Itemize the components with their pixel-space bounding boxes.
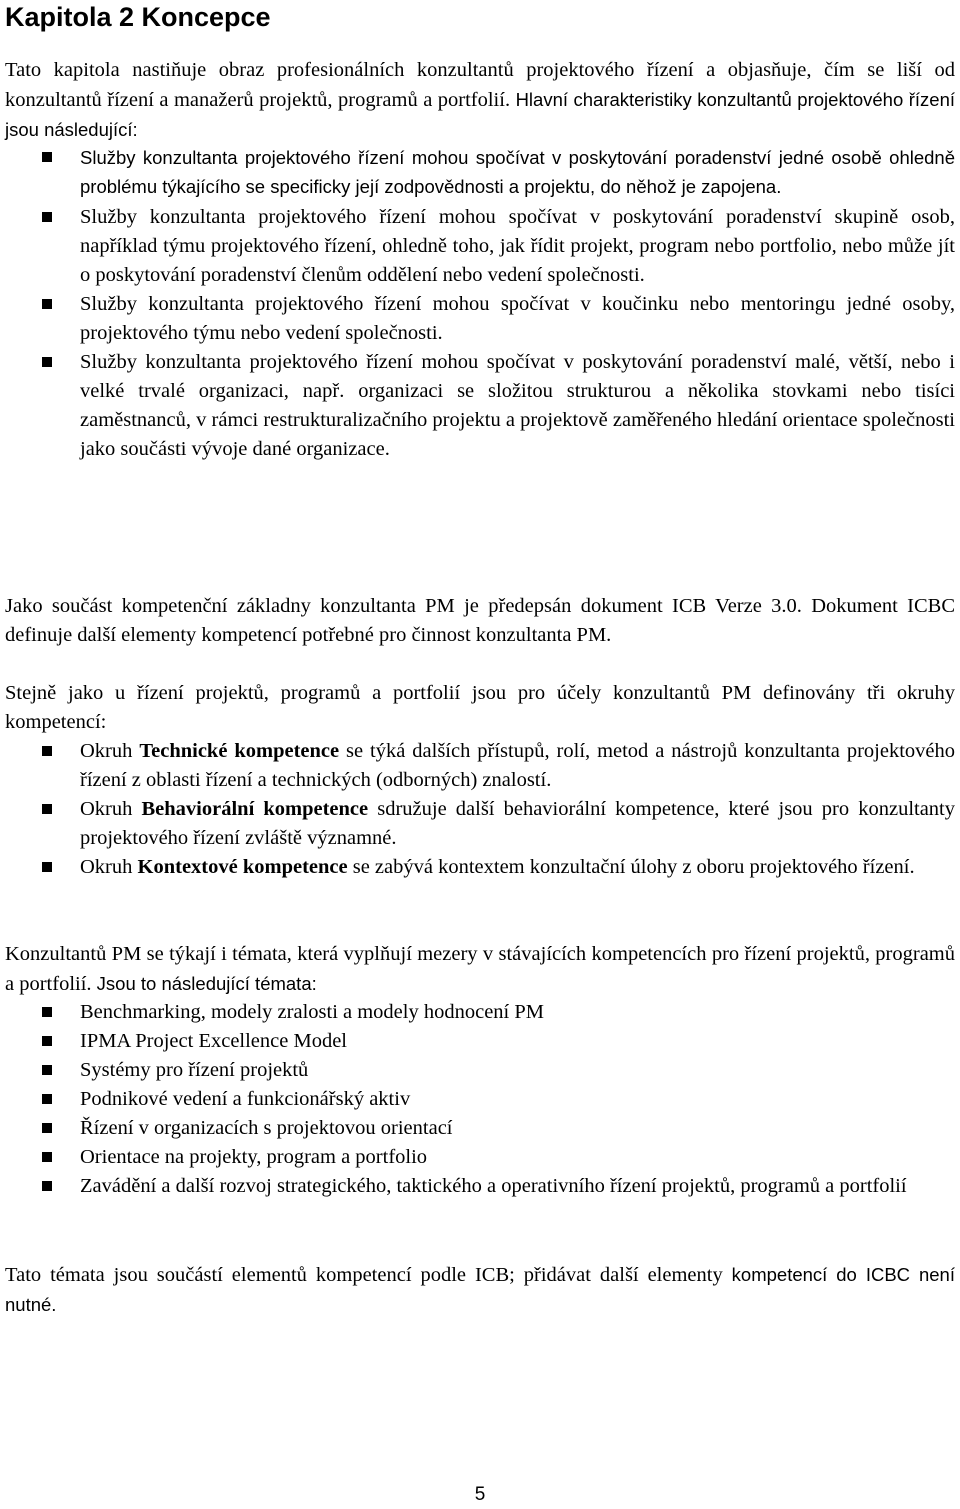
services-list-item [0, 143, 955, 201]
square-bullet-icon [42, 212, 52, 222]
topic-item [0, 1056, 955, 1085]
intro-text-part2: Hlavní charakteristiky konzultantů projektového řízení jsou následující: [5, 89, 956, 140]
services-list [0, 143, 955, 464]
topic-item [0, 1143, 955, 1172]
topic-item [0, 1114, 955, 1143]
area-name: Technické kompetence [139, 740, 340, 762]
area-description: se týká dalších přístupů, rolí, metod a nástrojů konzultanta projektového řízení z oblasti řízení a technických (odborných) znalostí. [80, 740, 955, 791]
service-text: Služby konzultanta projektového řízení mohou spočívat v koučinku nebo mentoringu jedné osoby, projektového týmu nebo vedení společnosti. [80, 293, 955, 344]
service-text: Služby konzultanta projektového řízení mohou spočívat v poskytování poradenství skupině osob, například týmu projektového řízení, ohledně toho, jak řídit projekt, program nebo portfolio, nebo může jít o poskytování poradenství členům oddělení nebo vedení společnosti. [80, 206, 955, 286]
service-text: Služby konzultanta projektového řízení mohou spočívat v poskytování poradenství jedné osobě ohledně problému týkajícího se specificky její zodpovědnosti a projektu, do něhož je zapojena. [80, 147, 955, 197]
topic-text: Orientace na projekty, program a portfolio [80, 1146, 428, 1168]
square-bullet-icon [42, 1094, 52, 1104]
closing-part1: Tato témata jsou součástí elementů kompetencí podle ICB; přidávat další elementy [5, 1264, 723, 1286]
square-bullet-icon [42, 862, 52, 872]
square-bullet-icon [42, 1181, 52, 1191]
areas-intro-paragraph: Stejně jako u řízení projektů, programů a portfolií jsou pro účely konzultantů PM definovány tři okruhy kompetencí: [5, 682, 955, 733]
competence-area-item [0, 795, 955, 853]
topics-intro-part1: Konzultantů PM se týkají i témata, která vyplňují mezery v stávajících kompetencích pro řízení projektů, programů a portfolií. [5, 943, 955, 995]
topic-item [0, 1085, 955, 1114]
topic-text: Řízení v organizacích s projektovou orientací [80, 1117, 453, 1139]
competence-area-item [0, 737, 955, 795]
topic-text: Benchmarking, modely zralosti a modely hodnocení PM [80, 1001, 545, 1023]
intro-paragraph [5, 56, 955, 145]
topic-item [0, 998, 955, 1027]
area-prefix: Okruh [80, 856, 138, 878]
topic-text: Zavádění a další rozvoj strategického, taktického a operativního řízení projektů, programů a portfolií [80, 1175, 907, 1197]
intro-text-part1: Tato kapitola nastiňuje obraz profesionálních konzultantů projektového řízení a objasňuje, čím se liší od konzultantů řízení a manažerů projektů, programů a portfolií. [5, 59, 955, 111]
area-name: Behaviorální kompetence [141, 798, 369, 820]
area-prefix: Okruh [80, 798, 142, 820]
topic-item [0, 1172, 955, 1201]
area-name: Kontextové kompetence [137, 856, 348, 878]
topics-intro-part2: Jsou to následující témata: [91, 973, 317, 994]
square-bullet-icon [42, 804, 52, 814]
area-prefix: Okruh [80, 740, 140, 762]
competence-area-item [0, 853, 955, 882]
closing-paragraph [5, 1260, 955, 1320]
service-text-continued: organizaci se složitou strukturou a několika stovkami nebo tisíci zaměstnanců, v rámci restrukturalizačního projektu a projektově zaměřeného hledání orientace společnosti jako součásti vývoje dané organizace. [80, 380, 955, 460]
closing-part2: kompetencí do ICBC není nutné. [5, 1264, 955, 1315]
square-bullet-icon [42, 1065, 52, 1075]
square-bullet-icon [42, 1036, 52, 1046]
services-list-item [0, 348, 955, 464]
services-list-item [0, 290, 955, 348]
page-number: 5 [474, 1484, 486, 1505]
topic-text: Systémy pro řízení projektů [80, 1059, 309, 1081]
topics-list [0, 998, 955, 1201]
square-bullet-icon [42, 1152, 52, 1162]
square-bullet-icon [42, 299, 52, 309]
square-bullet-icon [42, 746, 52, 756]
square-bullet-icon [42, 1123, 52, 1133]
topic-item [0, 1027, 955, 1056]
topic-text: IPMA Project Excellence Model [80, 1030, 348, 1052]
square-bullet-icon [42, 1007, 52, 1017]
square-bullet-icon [42, 152, 52, 162]
topics-intro-paragraph [5, 940, 955, 999]
services-list-item [0, 203, 955, 290]
competence-areas-list [0, 737, 955, 882]
square-bullet-icon [42, 357, 52, 367]
service-text: Služby konzultanta projektového řízení mohou spočívat v poskytování poradenství malé, větší, nebo i velké trvalé organizaci, např. [80, 351, 955, 402]
icb-paragraph: Jako součást kompetenční základny konzultanta PM je předepsán dokument ICB Verze 3.0. Dokument ICBC definuje další elementy kompetencí potřebné pro činnost konzultanta PM. [5, 595, 955, 646]
area-description: sdružuje další behaviorální kompetence, které jsou pro konzultanty projektového řízení zvláště významné. [80, 798, 956, 849]
topic-text: Podnikové vedení a funkcionářský aktiv [80, 1088, 411, 1110]
area-description: se zabývá kontextem konzultační úlohy z oboru projektového řízení. [347, 856, 915, 878]
chapter-title: Kapitola 2 Koncepce [5, 2, 271, 32]
